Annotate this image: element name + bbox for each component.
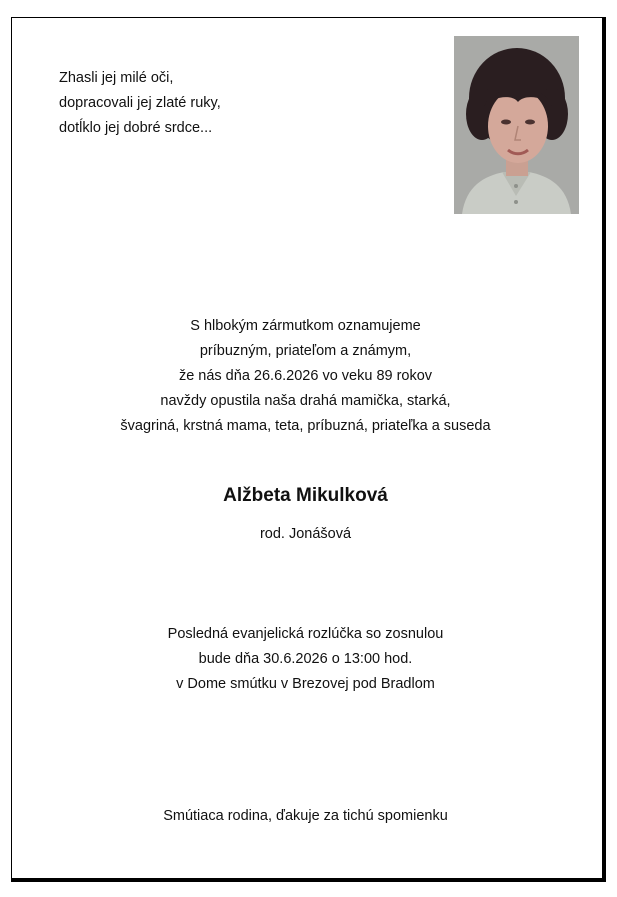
announcement-line: že nás dňa 26.6.2026 vo veku 89 rokov [178,368,433,384]
announcement-line: S hlbokým zármutkom oznamujeme [190,318,421,334]
announcement-line: navždy opustila naša drahá mamička, starká, [160,393,451,409]
farewell-details [30,622,581,697]
closing-thanks: Smútiaca rodina, ďakuje za tichú spomienku [163,808,448,824]
motto-line: dopracovali jej zlaté ruky, [59,95,221,111]
farewell-line: bude dňa 30.6.2026 o 13:00 hod. [198,651,413,667]
farewell-line: Posledná evanjelická rozlúčka so zosnulou [167,626,444,642]
motto-line: Zhasli jej milé oči, [59,70,174,86]
motto-line: dotĺklo jej dobré srdce... [59,120,213,136]
portrait-photo-icon [454,36,579,214]
maiden-name: rod. Jonášová [259,526,352,542]
deceased-name: Alžbeta Mikulková [223,485,388,506]
announcement-line: švagriná, krstná mama, teta, príbuzná, priateľka a suseda [120,418,491,434]
death-announcement [30,314,581,439]
portrait-photo [454,36,579,214]
motto-verse [59,66,221,141]
announcement-line: príbuzným, priateľom a známym, [199,343,412,359]
farewell-line: v Dome smútku v Brezovej pod Bradlom [176,676,435,692]
